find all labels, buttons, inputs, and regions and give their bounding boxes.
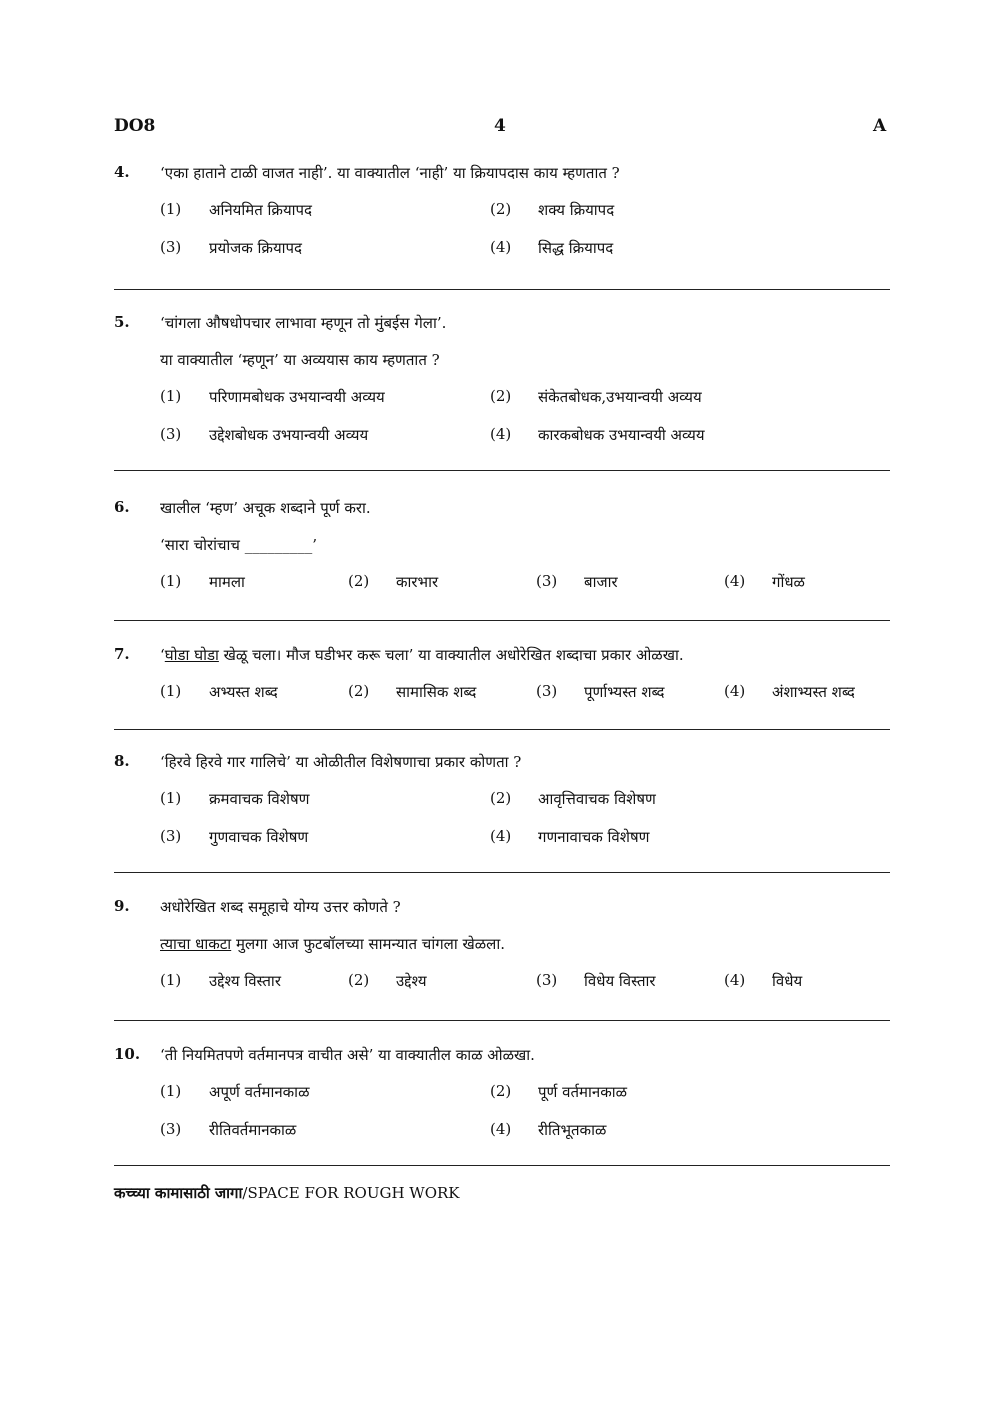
option-text: पूर्ण वर्तमानकाळ: [538, 1083, 628, 1101]
separator: [114, 620, 890, 621]
option-text: संकेतबोधक,उभयान्वयी अव्यय: [538, 388, 702, 406]
question-4: [114, 163, 890, 276]
rough-work-english: /SPACE FOR ROUGH WORK: [242, 1184, 460, 1202]
option-text: कारभार: [396, 573, 439, 591]
question-text: या वाक्यातील ‘म्हणून’ या अव्ययास काय म्हणतात ?: [160, 351, 440, 369]
option-number: (2): [348, 971, 370, 989]
option-number: (1): [160, 682, 182, 700]
proverb-blank: ‘सारा चोरांचाच _________’: [160, 536, 317, 554]
option-text: विधेय: [772, 972, 803, 990]
option-text: पूर्णाभ्यस्त शब्द: [584, 683, 665, 701]
option-text: कारकबोधक उभयान्वयी अव्यय: [538, 426, 705, 444]
question-number: 8.: [114, 752, 130, 770]
option-text: रीतिभूतकाळ: [538, 1121, 607, 1139]
question-sentence: त्याचा धाकटा मुलगा आज फुटबॉलच्या सामन्यात चांगला खेळला.: [160, 935, 505, 953]
separator: [114, 872, 890, 873]
question-number: 5.: [114, 313, 130, 331]
paper-code: DO8: [114, 116, 156, 136]
option-number: (4): [490, 1120, 512, 1138]
option-number: (4): [724, 682, 746, 700]
option-number: (2): [490, 387, 512, 405]
question-10: [114, 1045, 890, 1158]
underlined-words: त्याचा धाकटा: [160, 935, 232, 953]
option-text: आवृत्तिवाचक विशेषण: [538, 790, 656, 808]
option-text: परिणामबोधक उभयान्वयी अव्यय: [209, 388, 385, 406]
question-number: 9.: [114, 897, 130, 915]
rough-work-label: [114, 1183, 460, 1203]
option-number: (4): [724, 971, 746, 989]
option-text: सिद्ध क्रियापद: [538, 239, 614, 257]
option-number: (1): [160, 1082, 182, 1100]
option-number: (1): [160, 971, 182, 989]
question-7: [114, 645, 890, 720]
option-number: (4): [490, 827, 512, 845]
option-number: (2): [348, 572, 370, 590]
option-number: (1): [160, 387, 182, 405]
separator: [114, 1020, 890, 1021]
option-number: (2): [490, 789, 512, 807]
option-text: सामासिक शब्द: [396, 683, 477, 701]
option-text: अंशाभ्यस्त शब्द: [772, 683, 855, 701]
question-text: ‘घोडा घोडा खेळू चला। मौज घडीभर करू चला’ या वाक्यातील अधोरेखित शब्दाचा प्रकार ओळखा.: [160, 646, 684, 664]
question-8: [114, 752, 890, 865]
question-number: 6.: [114, 498, 130, 516]
question-text: ‘हिरवे हिरवे गार गालिचे’ या ओळीतील विशेषणाचा प्रकार कोणता ?: [160, 753, 522, 771]
option-number: (1): [160, 572, 182, 590]
option-number: (2): [348, 682, 370, 700]
option-text: उद्देश्य: [396, 972, 427, 990]
option-text: उद्देशबोधक उभयान्वयी अव्यय: [209, 426, 369, 444]
option-text: विधेय विस्तार: [584, 972, 656, 990]
question-number: 10.: [114, 1045, 141, 1063]
option-number: (2): [490, 1082, 512, 1100]
separator: [114, 289, 890, 290]
rough-work-marathi: कच्च्या कामासाठी जागा: [114, 1184, 243, 1202]
question-text: ‘ती नियमितपणे वर्तमानपत्र वाचीत असे’ या वाक्यातील काळ ओळखा.: [160, 1046, 535, 1064]
option-number: (1): [160, 789, 182, 807]
option-text: रीतिवर्तमानकाळ: [209, 1121, 297, 1139]
question-number: 7.: [114, 645, 130, 663]
page-number: 4: [494, 116, 506, 136]
option-number: (1): [160, 200, 182, 218]
question-text: ‘एका हाताने टाळी वाजत नाही’. या वाक्यातील ‘नाही’ या क्रियापदास काय म्हणतात ?: [160, 164, 620, 182]
question-text: ‘चांगला औषधोपचार लाभावा म्हणून तो मुंबईस गेला’.: [160, 314, 447, 332]
question-5: [114, 313, 890, 463]
option-text: क्रमवाचक विशेषण: [209, 790, 310, 808]
underlined-words: घोडा घोडा: [164, 646, 219, 664]
separator: [114, 1165, 890, 1166]
option-number: (4): [490, 425, 512, 443]
option-number: (4): [724, 572, 746, 590]
separator: [114, 470, 890, 471]
option-number: (2): [490, 200, 512, 218]
option-text: उद्देश्य विस्तार: [209, 972, 281, 990]
option-text: मामला: [209, 573, 245, 591]
option-text: गुणवाचक विशेषण: [209, 828, 309, 846]
option-number: (3): [160, 238, 182, 256]
option-number: (3): [536, 682, 558, 700]
option-text: गोंधळ: [772, 573, 805, 591]
option-text: प्रयोजक क्रियापद: [209, 239, 303, 257]
question-number: 4.: [114, 163, 130, 181]
question-6: [114, 498, 890, 610]
option-text: अभ्यस्त शब्द: [209, 683, 278, 701]
separator: [114, 729, 890, 730]
option-text: अनियमित क्रियापद: [209, 201, 313, 219]
question-text: अधोरेखित शब्द समूहाचे योग्य उत्तर कोणते ?: [160, 898, 401, 916]
option-number: (3): [160, 1120, 182, 1138]
option-number: (3): [160, 827, 182, 845]
question-text: खालील ‘म्हण’ अचूक शब्दाने पूर्ण करा.: [160, 499, 371, 517]
option-number: (3): [536, 572, 558, 590]
option-text: गणनावाचक विशेषण: [538, 828, 650, 846]
option-text: शक्य क्रियापद: [538, 201, 615, 219]
option-text: अपूर्ण वर्तमानकाळ: [209, 1083, 310, 1101]
option-number: (3): [536, 971, 558, 989]
option-number: (4): [490, 238, 512, 256]
option-number: (3): [160, 425, 182, 443]
question-9: [114, 897, 890, 1009]
option-text: बाजार: [584, 573, 618, 591]
set-label: A: [873, 116, 887, 136]
